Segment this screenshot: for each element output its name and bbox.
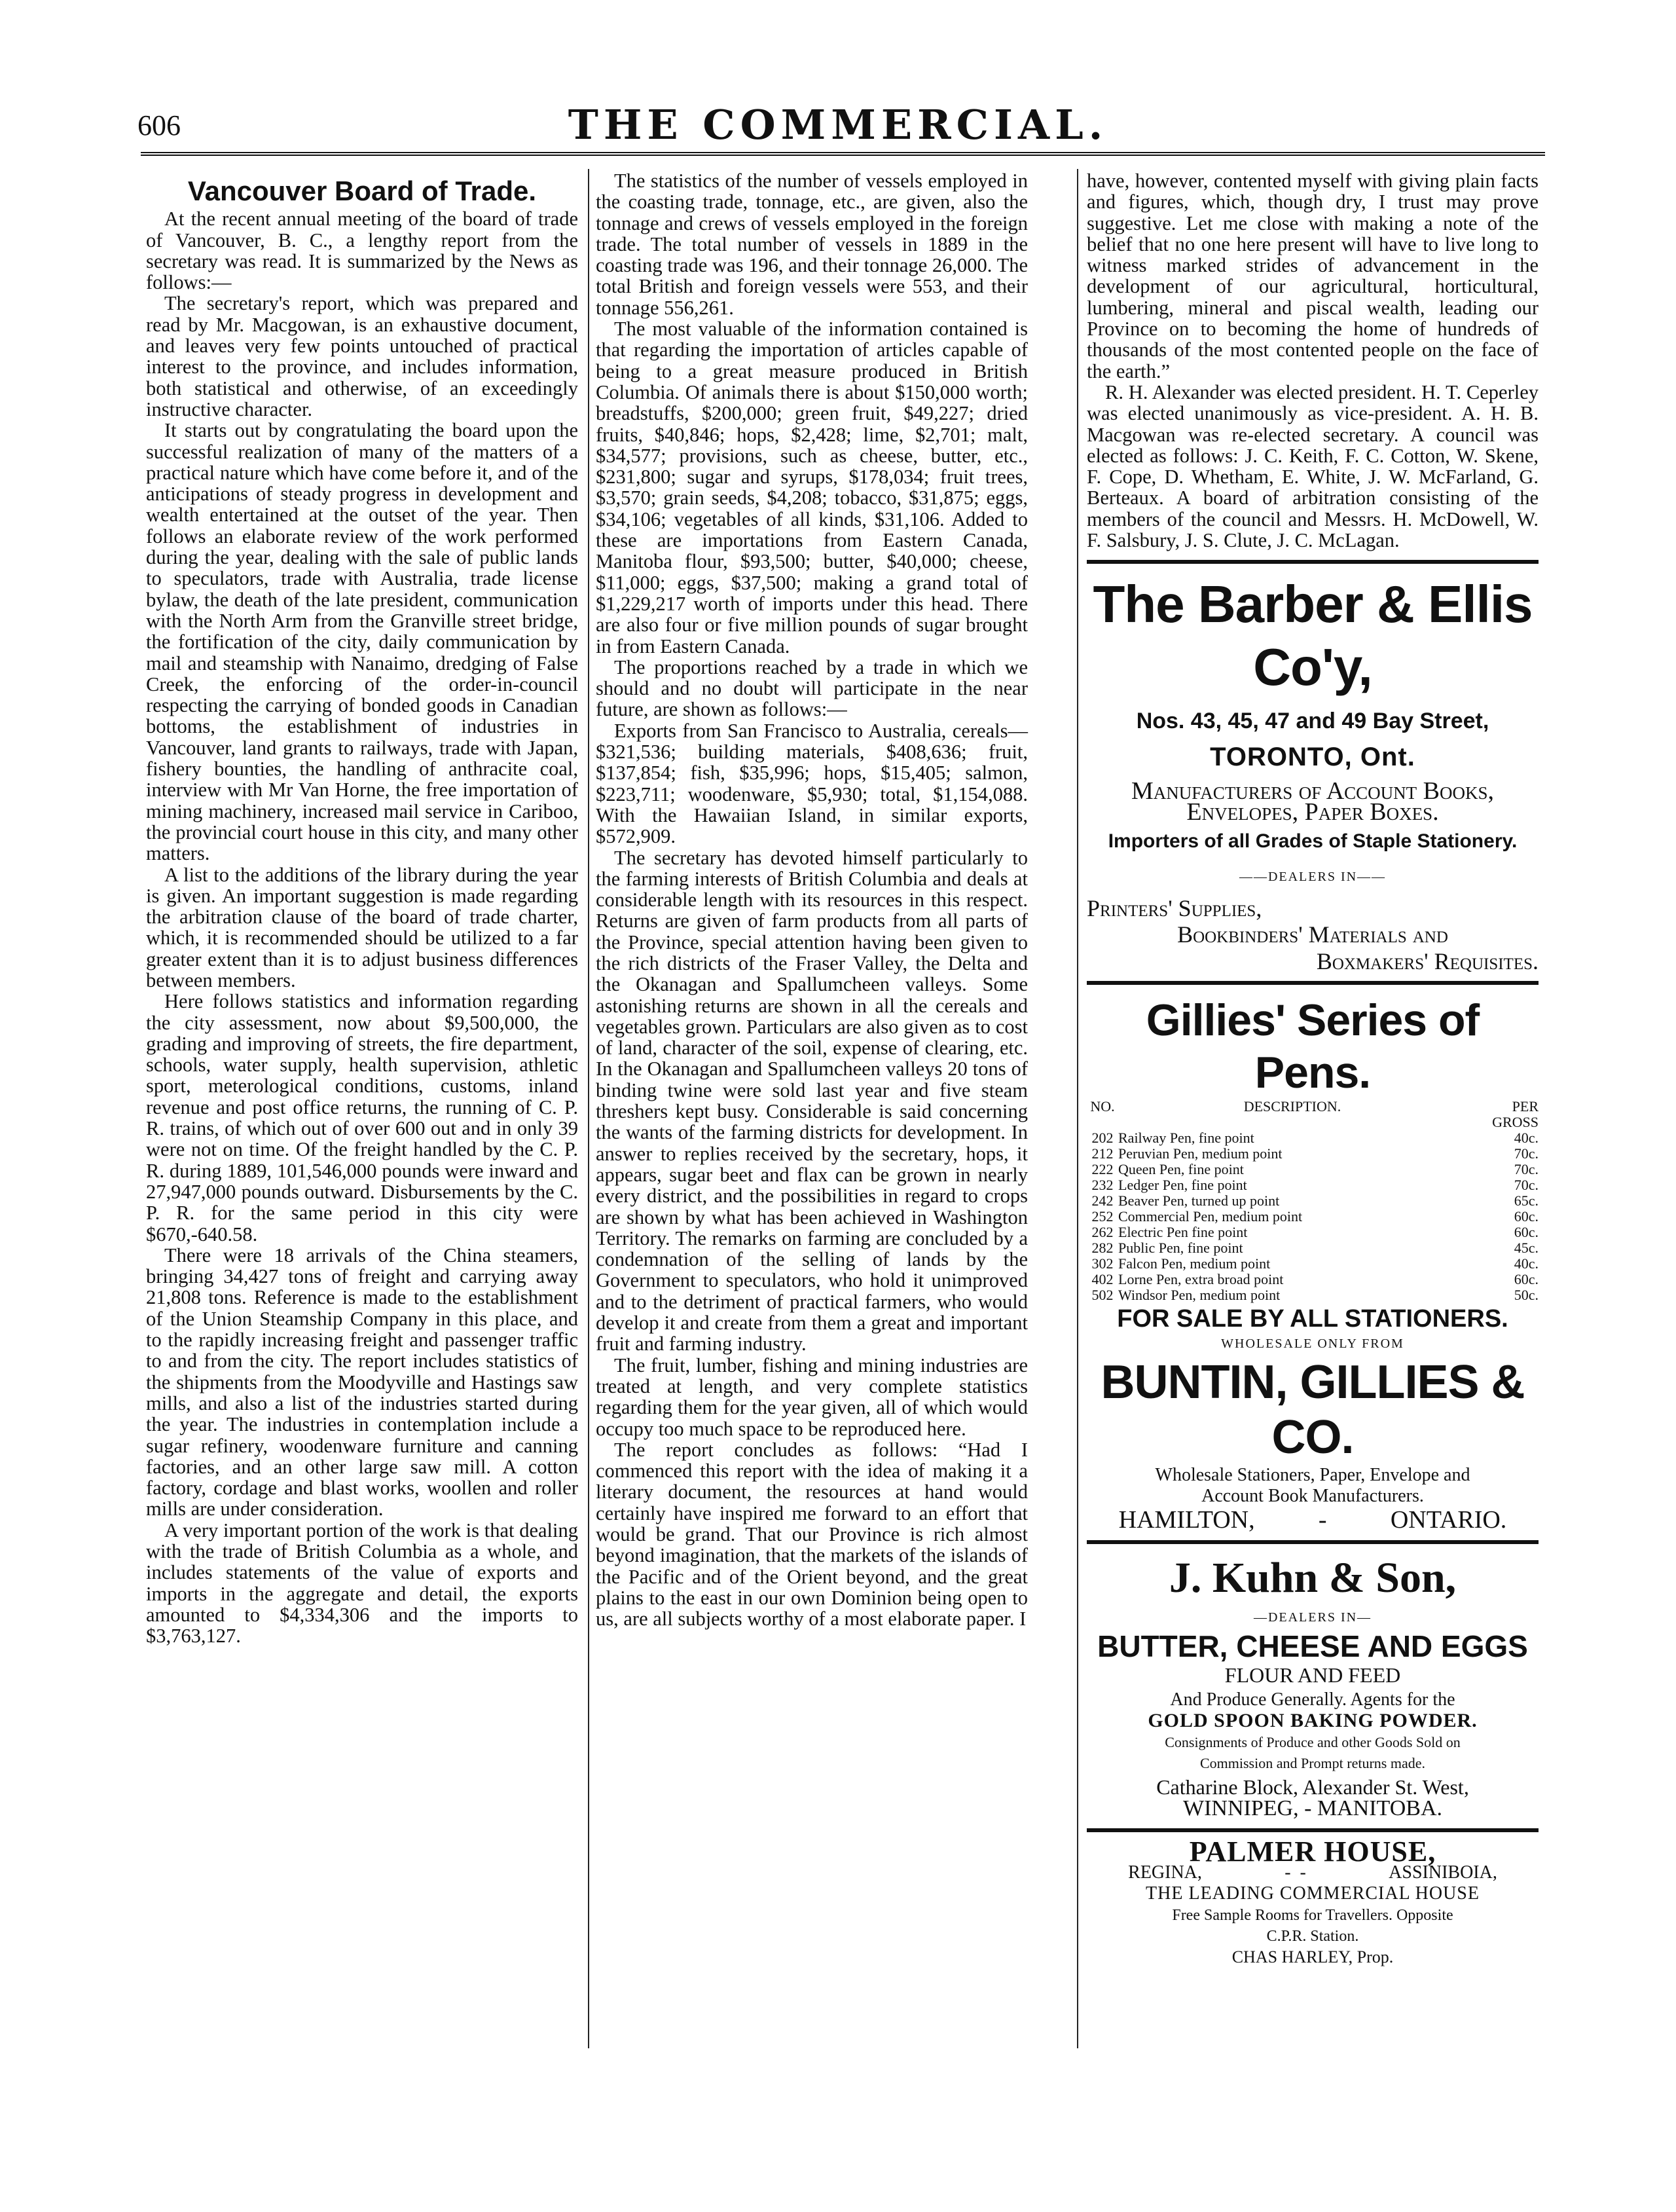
pen-description: Ledger Pen, fine point [1118,1177,1247,1194]
ad-address: Nos. 43, 45, 47 and 49 Bay Street, [1136,709,1489,734]
ad-dealers-label: —DEALERS IN— [1253,1610,1372,1625]
pen-price: 60c. [1514,1208,1539,1225]
paragraph: have, however, contented myself with giving plain facts and figures, which, though dry, I trust may prove suggestive. Let me close with making a note of the belief that no one here present will have to live long to witness marked strides of advancement in the development of our agricultural, horticultural, lumbering, mineral and piscal wealth, leading our Province on to becoming the home of hundreds of thousands of the most contented people on the face of the earth.” [1087,170,1539,382]
ad-line: THE LEADING COMMERCIAL HOUSE [1146,1883,1480,1904]
ad-line: CHAS HARLEY, Prop. [1231,1947,1394,1967]
ad-city: TORONTO, Ont. [1210,742,1415,771]
pen-price: 70c. [1514,1161,1539,1178]
paragraph: It starts out by congratulating the board upon the successful realization of many of the matters of a practical nature which have come before it, and of the anticipations of steady progress in development and wealth entertained at the outset of the year. Then follows an elaborate review of the work performed during the year, dealing with the sale of public lands to speculators, trade with Australia, trade license bylaw, the death of the late president, communication with the North Arm from the Granville street bridge, the fortification of the city, daily communication by mail and steamship with Nanaimo, dredging of False Creek, the enforcing of the order-in-council respecting the carrying of bonded goods in Canadian bottoms, the establishment of industries in Vancouver, land grants to railways, trade with Japan, fishery bounties, the handling of anthracite coal, interview with Mr Van Horne, the free importation of mining machinery, increased mail service in Cariboo, the provincial court house in this city, and many other matters. [146,419,578,865]
article-column-1 [146,170,578,1646]
ad-kuhn [1087,1553,1539,1819]
pen-number: 402 [1091,1271,1114,1288]
pen-description: Railway Pen, fine point [1118,1130,1254,1147]
ad-title: Gillies' Series of Pens. [1146,995,1480,1098]
table-header [1087,1099,1539,1130]
ad-line: Manufacturers of Account Books, [1131,777,1495,805]
ad-company-name: J. Kuhn & Son, [1169,1553,1457,1602]
ad-line: And Produce Generally. Agents for the [1170,1689,1455,1710]
ad-line: Free Sample Rooms for Travellers. Opposite [1172,1906,1453,1924]
table-row [1087,1209,1539,1225]
ad-province: ASSINIBOIA, [1389,1862,1497,1883]
pen-description: Peruvian Pen, medium point [1118,1145,1283,1162]
ad-item: Bookbinders' Materials and [1177,921,1448,948]
pen-description: Windsor Pen, medium point [1118,1287,1281,1304]
paragraph: There were 18 arrivals of the China steamers, bringing 34,427 tons of freight and carrying away 21,808 tons. Reference is made to the establishment of the Union Steamship Company in this place, and to the rapidly increasing freight and passenger traffic to and from the city. The report includes statistics of the shipments from the Moodyville and Hastings saw mills, and also a list of the industries started during the year. The industries in contemplation include a sugar refinery, woodenware furniture and canning factories, and an other large saw mill. A cotton factory, cordage and blast works, woollen and roller mills are under consideration. [146,1244,578,1521]
ad-main-line: BUTTER, CHEESE AND EGGS [1097,1629,1528,1663]
column-rule [588,169,589,2048]
table-row [1087,1272,1539,1287]
table-row [1087,1130,1539,1146]
paragraph: R. H. Alexander was elected president. H. T. Ceperley was elected unanimously as vice-president. A. H. B. Macgowan was re-elected secretary. A council was elected as follows: J. C. Keith, F. C. Cotton, W. Skene, F. Cope, D. Whetham, E. White, J. W. McFarland, G. Berteaux. A board of arbitration consisting of the members of the council and Messrs. H. McDowell, W. F. Salsbury, J. S. Clute, J. C. McLagan. [1087,380,1539,552]
pen-price: 50c. [1514,1287,1539,1304]
ad-gillies-pens [1087,994,1539,1534]
table-row [1087,1240,1539,1256]
paragraph: Here follows statistics and information regarding the city assessment, now about $9,500,000, the grading and improving of streets, the fire department, schools, water supply, health supervision, athletic sport, meterological conditions, customs, inland revenue and post office returns, the running of C. P. R. trains, of which out of over 600 out and in only 39 were not on time. Of the freight handled by the C. P. R. during 1889, 101,546,000 pounds were inward and 27,947,000 pounds outward. Disbursements by the C. P. R. for the same period in this city were $670,-640.58. [146,990,578,1245]
pen-description: Public Pen, fine point [1118,1240,1243,1257]
pen-description: Lorne Pen, extra broad point [1118,1271,1284,1288]
paragraph: The secretary's report, which was prepared and read by Mr. Macgowan, is an exhaustive document, and leaves very few points untouched of practical interest to the province, and includes information, both statistical and otherwise, of an exceedingly instructive character. [146,292,578,420]
pen-number: 262 [1091,1224,1114,1241]
table-row [1087,1256,1539,1272]
pen-number: 302 [1091,1255,1114,1272]
table-row [1087,1146,1539,1162]
paragraph: The report concludes as follows: “Had I commenced this report with the idea of making it a literary document, the resources at hand would certainly have inspired me forward to an effort that would be grand. That our Province is rich almost beyond imagination, that the markets of the islands of the Pacific and of the Orient beyond, and the great plains to the east in our own Dominion being open to us, are all subjects worthy of a most elaborate paper. I [596,1438,1028,1631]
ad-dealers-label: ——DEALERS IN—— [1239,869,1387,884]
ad-line: C.P.R. Station. [1266,1928,1359,1945]
ad-divider [1087,560,1539,564]
pen-number: 222 [1091,1161,1114,1178]
paragraph: A very important portion of the work is that dealing with the trade of British Columbia as a whole, and includes statements of the value of exports and imports in the aggregate and detail, the exports amounted to $4,334,306 and the imports to $3,763,127. [146,1519,578,1648]
ad-line: Consignments of Produce and other Goods Sold on [1165,1733,1461,1750]
ad-divider [1087,1828,1539,1832]
masthead: THE COMMERCIAL. [568,101,1108,149]
ad-line: FLOUR AND FEED [1224,1663,1401,1687]
ad-divider [1087,981,1539,985]
paragraph: The fruit, lumber, fishing and mining industries are treated at length, and very complete statistics regarding them for the year given, all of which would occupy too much space to be reproduced here. [596,1354,1028,1440]
pen-number: 202 [1091,1130,1114,1147]
pen-price: 65c. [1514,1192,1539,1209]
pen-price: 45c. [1514,1240,1539,1257]
pen-price: 70c. [1514,1177,1539,1194]
ad-location [1087,1506,1539,1534]
pen-price: 40c. [1514,1130,1539,1147]
column-rule [1077,169,1078,2048]
pen-number: 242 [1091,1192,1114,1209]
ad-line: Wholesale Stationers, Paper, Envelope and [1155,1464,1470,1485]
ad-company-name: The Barber & Ellis Co'y, [1093,575,1533,697]
paragraph: At the recent annual meeting of the board of trade of Vancouver, B. C., a lengthy report from the secretary was read. It is summarized by the News as follows:— [146,208,578,294]
column-header: DESCRIPTION. [1243,1098,1341,1115]
article-column-3 [1087,170,1539,1968]
pen-description: Commercial Pen, medium point [1118,1208,1303,1225]
ad-sale-line: FOR SALE BY ALL STATIONERS. [1117,1305,1508,1333]
ad-line: Importers of all Grades of Staple Stationery. [1108,830,1518,852]
ad-line: Commission and Prompt returns made. [1199,1754,1426,1771]
ad-divider [1087,1540,1539,1544]
pen-description: Queen Pen, fine point [1118,1161,1244,1178]
table-row [1087,1177,1539,1193]
page-number: 606 [137,109,181,141]
article-title: Vancouver Board of Trade. [187,175,537,206]
pens-table [1087,1099,1539,1303]
paragraph: The proportions reached by a trade in which we should and no doubt will participate in the near future, are shown as follows:— [596,655,1028,721]
table-row [1087,1287,1539,1303]
column-header: PER GROSS [1492,1098,1539,1131]
header-rule [141,152,1545,156]
ad-brand: GOLD SPOON BAKING POWDER. [1148,1710,1478,1732]
column-header: NO. [1090,1098,1115,1115]
ad-dash: - [1318,1506,1327,1534]
ad-company-name: PALMER HOUSE, [1189,1835,1436,1868]
paragraph: A list to the additions of the library during the year is given. An important suggestion is made regarding the arbitration clause of the board of trade charter, which, it is recommended should be utilized to a far greater extent than it is to adjust business differences between members. [146,863,578,991]
ad-item: Printers' Supplies, [1087,895,1262,922]
ad-company-name: BUNTIN, GILLIES & CO. [1101,1355,1525,1464]
ad-barber-ellis [1087,573,1539,972]
ad-line: Envelopes, Paper Boxes. [1186,798,1439,826]
pen-number: 252 [1091,1208,1114,1225]
pen-number: 502 [1091,1287,1114,1304]
ad-city: WINNIPEG, - MANITOBA. [1183,1796,1442,1820]
pen-number: 232 [1091,1177,1114,1194]
pen-number: 282 [1091,1240,1114,1257]
pen-description: Electric Pen fine point [1118,1224,1248,1241]
pen-price: 40c. [1514,1255,1539,1272]
pen-number: 212 [1091,1145,1114,1162]
table-row [1087,1193,1539,1209]
pen-price: 70c. [1514,1145,1539,1162]
ad-line: Account Book Manufacturers. [1201,1485,1424,1506]
ad-address: Catharine Block, Alexander St. West, [1156,1775,1469,1799]
table-row [1087,1225,1539,1240]
ad-palmer-house [1087,1835,1539,1968]
ad-province: ONTARIO. [1390,1506,1507,1534]
ad-city: HAMILTON, [1118,1506,1255,1534]
paragraph: The most valuable of the information contained is that regarding the importation of articles capable of being to a great measure produced in British Columbia. Of animals there is about $150,000 worth; breadstuffs, $200,000; green fruit, $49,227; dried fruits, $40,846; hops, $2,428; lime, $2,701; malt, $34,577; provisions, such as cheese, butter, etc., $231,800; sugar and syrups, $178,034; fruit trees, $3,570; grain seeds, $4,208; tobacco, $31,875; eggs, $34,106; vegetables of all kinds, $31,106. Added to these are importations from Eastern Canada, Manitoba flour, $93,500; butter, $40,000; cheese, $11,000; eggs, $37,500; making a grand total of $1,229,217 worth of imports under this head. There are also four or five million pounds of sugar brought in from Eastern Canada. [596,318,1028,657]
article-column-2 [596,170,1028,1629]
page-header [131,97,1545,169]
pen-price: 60c. [1514,1271,1539,1288]
ad-item: Boxmakers' Requisites. [1316,948,1539,974]
pen-description: Beaver Pen, turned up point [1118,1192,1280,1209]
table-row [1087,1162,1539,1177]
paragraph: Exports from San Francisco to Australia, cereals—$321,536; building materials, $408,636; fruit, $137,854; fish, $35,996; hops, $15,405; salmon, $223,711; woodenware, $5,930; total, $1,154,088. With the Hawaiian Island, in similar exports, $572,909. [596,719,1028,848]
ad-wholesale-label: WHOLESALE ONLY FROM [1221,1336,1404,1352]
paragraph: The statistics of the number of vessels employed in the coasting trade, tonnage, etc., are given, also the tonnage and crews of vessels employed in the foreign trade. The total number of vessels in 1889 in the coasting trade was 196, and their tonnage 26,000. The total British and foreign vessels were 553, and their tonnage 556,261. [596,170,1028,319]
ad-dash: - - [1284,1862,1306,1883]
pen-price: 60c. [1514,1224,1539,1241]
paragraph: The secretary has devoted himself particularly to the farming interests of British Columbia and deals at considerable length with its resources in this respect. Returns are given of farm products from all parts of the Province, special attention having been given to the rich districts of the Fraser Valley, the Delta and the Okanagan and Spallumcheen valleys. Some astonishing returns are shown in all the cereals and vegetables grown. Particulars are also given as to cost of land, character of the soil, expense of clearing, etc. In the Okanagan and Spallumcheen valleys 20 tons of binding twine were sold last year and five steam threshers kept busy. Considerable is said concerning the wants of the farming districts for development. In answer to replies received by the secretary, hops, it appears, sugar beet and flax can be grown in nearly every district, and the possibilities in regard to crops are shown by what has been achieved in Washington Territory. The remarks on farming are concluded by a condemnation of the selling of lands by the Government to speculators, who hold it unimproved and to the detriment of practical farmers, who would develop it and create from them a great and important fruit and farming industry. [596,846,1028,1355]
pen-description: Falcon Pen, medium point [1118,1255,1271,1272]
ad-town: REGINA, [1128,1862,1202,1883]
